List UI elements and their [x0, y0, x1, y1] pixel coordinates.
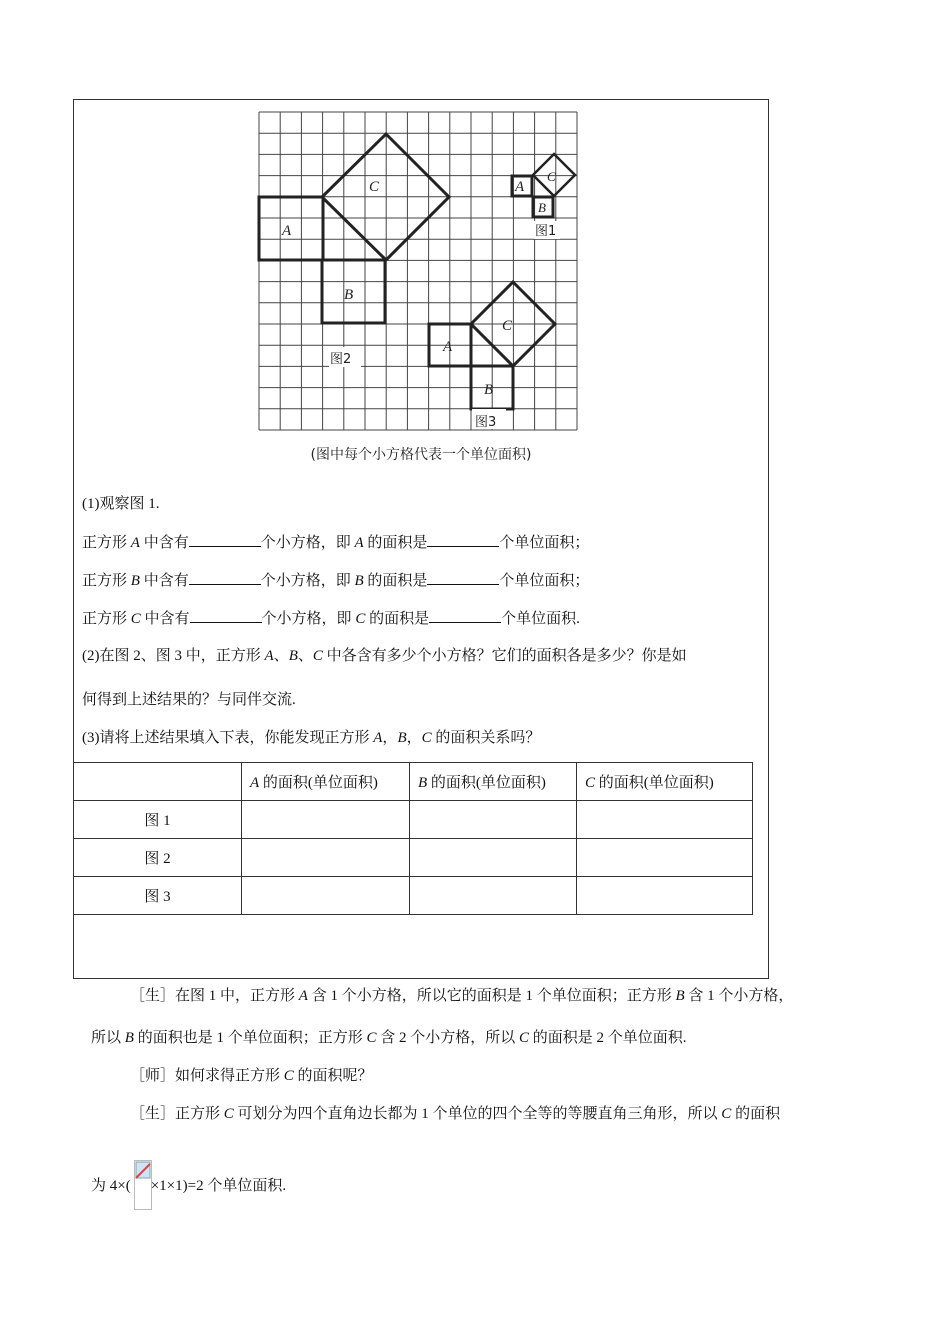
q1-line-b: 正方形 B 中含有 个小方格，即 B 的面积是 个单位面积； — [82, 570, 589, 591]
table-row — [74, 877, 753, 915]
fig2-label-c: C — [369, 179, 380, 195]
fig3-caption: 图3 — [475, 415, 497, 430]
table-header-a: A 的面积(单位面积) — [242, 763, 410, 801]
blank-count-b[interactable] — [189, 570, 261, 585]
table-row — [74, 839, 753, 877]
row-label: 图 2 — [74, 839, 242, 877]
fig1-label-b: B — [538, 200, 546, 215]
grid-figure — [255, 101, 587, 471]
answer-p1: ［生］在图 1 中，正方形 A 含 1 个小方格，所以它的面积是 1 个单位面积；正方形 B 含 1 个小方格， — [130, 988, 794, 1004]
fig1-label-a: A — [515, 179, 525, 195]
fig2-label-a: A — [282, 223, 292, 239]
cell-fig2-b[interactable] — [410, 839, 577, 877]
blank-area-a[interactable] — [427, 532, 499, 547]
answer-p5: 为 4×( ×1×1)=2 个单位面积. — [91, 1178, 287, 1194]
cell-fig3-c[interactable] — [577, 877, 753, 915]
cell-fig2-a[interactable] — [242, 839, 410, 877]
cell-fig1-a[interactable] — [242, 801, 410, 839]
broken-image-icon — [135, 1161, 151, 1179]
fig2-square-b — [322, 260, 385, 323]
answer-p2: 所以 B 的面积也是 1 个单位面积；正方形 C 含 2 个小方格，所以 C 的面积是 2 个单位面积. — [91, 1030, 687, 1046]
results-table — [73, 762, 753, 915]
fig3-label-c: C — [502, 318, 513, 334]
answer-p4: ［生］正方形 C 可划分为四个直角边长都为 1 个单位的四个全等的等腰直角三角形，所以 C 的面积 — [130, 1106, 781, 1122]
fig3-label-a: A — [443, 339, 453, 355]
q1-title: (1)观察图 1. — [82, 496, 160, 512]
q2-line1: (2)在图 2、图 3 中，正方形 A、B、C 中各含有多少个小方格？它们的面积各是多少？你是如 — [82, 648, 687, 664]
answer-p3: ［师］如何求得正方形 C 的面积呢？ — [130, 1068, 373, 1084]
q1-line-a: 正方形 A 中含有 个小方格，即 A 的面积是 个单位面积； — [82, 532, 589, 553]
fig2-label-b: B — [344, 287, 354, 303]
cell-fig1-c[interactable] — [577, 801, 753, 839]
blank-count-c[interactable] — [190, 608, 262, 623]
row-label: 图 1 — [74, 801, 242, 839]
cell-fig1-b[interactable] — [410, 801, 577, 839]
table-header-row — [74, 763, 753, 801]
blank-area-c[interactable] — [429, 608, 501, 623]
q2-line2: 何得到上述结果的？与同伴交流. — [82, 692, 296, 708]
fig1-caption: 图1 — [535, 224, 557, 239]
fig3-label-b: B — [484, 382, 494, 398]
table-header-blank — [74, 763, 242, 801]
figure-caption: (图中每个小方格代表一个单位面积) — [310, 447, 532, 463]
q1-line-c: 正方形 C 中含有 个小方格，即 C 的面积是 个单位面积. — [82, 608, 580, 629]
cell-fig3-a[interactable] — [242, 877, 410, 915]
fig2-caption: 图2 — [330, 352, 352, 367]
blank-count-a[interactable] — [189, 532, 261, 547]
table-row — [74, 801, 753, 839]
row-label: 图 3 — [74, 877, 242, 915]
q3-line: (3)请将上述结果填入下表，你能发现正方形 A，B，C 的面积关系吗？ — [82, 730, 541, 746]
table-header-b: B 的面积(单位面积) — [410, 763, 577, 801]
cell-fig3-b[interactable] — [410, 877, 577, 915]
table-header-c: C 的面积(单位面积) — [577, 763, 753, 801]
blank-area-b[interactable] — [427, 570, 499, 585]
fig1-label-c: C — [547, 169, 556, 184]
fraction-image-placeholder — [134, 1160, 152, 1210]
cell-fig2-c[interactable] — [577, 839, 753, 877]
